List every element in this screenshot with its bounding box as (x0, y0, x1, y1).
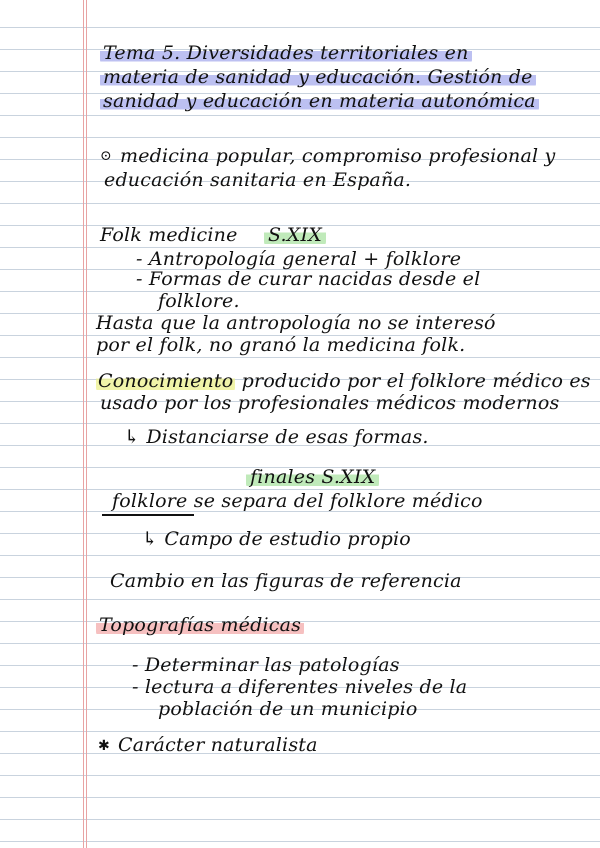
topo-item-1: - Determinar las patologías (132, 654, 400, 676)
conocimiento-highlight: Conocimiento (98, 370, 234, 392)
distanciarse-line: ↳ Distanciarse de esas formas. (124, 426, 429, 448)
intro-line-1: medicina popular, compromiso profesional y (120, 145, 556, 167)
folk-item-2: - Formas de curar nacidas desde el (136, 268, 481, 290)
usado-line: usado por los profesionales médicos modernos (100, 392, 560, 414)
arrow-turn-icon: ↳ (142, 528, 159, 550)
hasta-line-2: por el folk, no granó la medicina folk. (96, 334, 466, 356)
circle-bullet-icon: ⊙ (100, 148, 112, 164)
title-line-1: Tema 5. Diversidades territoriales en (100, 42, 472, 64)
topo-item-2: - lectura a diferentes niveles de la (132, 676, 468, 698)
margin-line (83, 0, 84, 848)
hasta-line-1: Hasta que la antropología no se interesó (96, 312, 496, 334)
arrow-turn-icon: ↳ (124, 426, 141, 448)
folklore-underline (102, 514, 194, 516)
title-line-3: sanidad y educación en materia autonómica (100, 90, 539, 112)
finales-heading: finales S.XIX (246, 466, 379, 488)
separa-line: folklore se separa del folklore médico (112, 490, 483, 512)
margin-line (86, 0, 87, 848)
folk-heading: Folk medicine S.XIX (100, 224, 326, 246)
title-line-2: materia de sanidad y educación. Gestión de (100, 66, 536, 88)
folk-item-1: - Antropología general + folklore (136, 248, 462, 270)
topografias-heading: Topografías médicas (96, 614, 304, 636)
asterisk-bullet-icon: ✱ (98, 738, 110, 754)
folk-century-highlight: S.XIX (264, 224, 326, 246)
campo-line: ↳ Campo de estudio propio (142, 528, 411, 550)
conocimiento-line: Conocimiento producido por el folklore médico es (98, 370, 591, 392)
folk-item-3: folklore. (158, 290, 240, 312)
topo-item-3: población de un municipio (158, 698, 418, 720)
cambio-line: Cambio en las figuras de referencia (110, 570, 462, 592)
intro-line-2: educación sanitaria en España. (104, 169, 412, 191)
caracter-line: Carácter naturalista (118, 734, 318, 756)
